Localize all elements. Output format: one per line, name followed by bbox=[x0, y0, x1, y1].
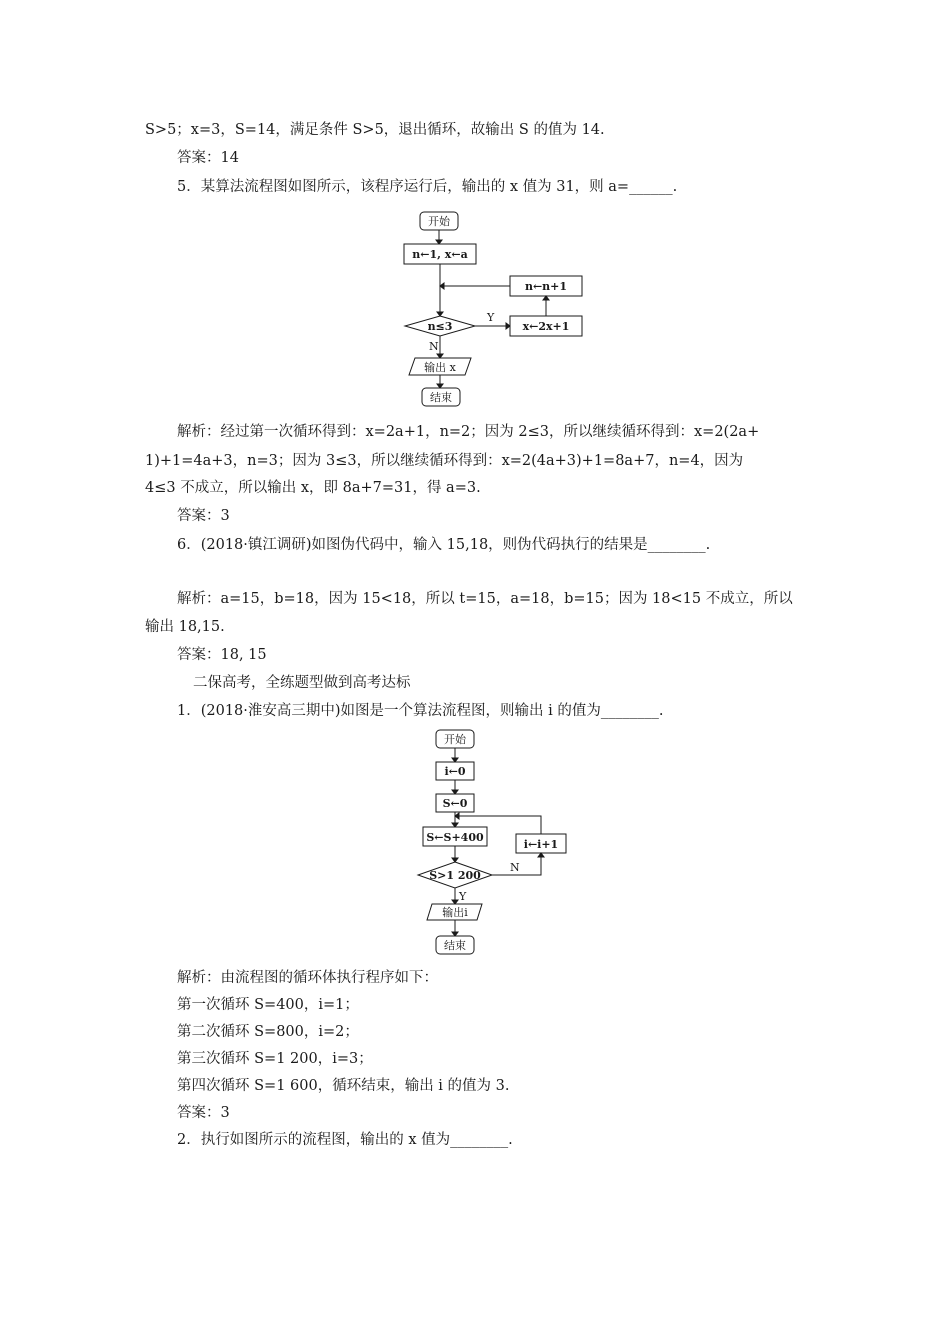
solution-5-line-2: 1)+1=4a+3，n=3；因为 3≤3，所以继续循环得到：x=2(4a+3)+1=8a+7，n=4，因为 bbox=[145, 453, 744, 469]
fc2-update-s-label: S←S+400 bbox=[426, 831, 484, 844]
solution-6-line-2: 输出 18,15. bbox=[145, 619, 225, 635]
fc2-output-label: 输出i bbox=[442, 906, 468, 919]
solution-1-line-4: 第三次循环 S=1 200，i=3； bbox=[177, 1051, 373, 1067]
text-line: S>5；x=3，S=14，满足条件 S>5，退出循环，故输出 S 的值为 14. bbox=[145, 122, 605, 138]
fc2-update-i-label: i←i+1 bbox=[523, 838, 559, 851]
solution-1-line-2: 第一次循环 S=400，i=1； bbox=[177, 997, 359, 1013]
fc2-condition-label: S>1 200 bbox=[429, 869, 481, 882]
section-heading: 二保高考，全练题型做到高考达标 bbox=[193, 675, 411, 691]
fc2-init-s-label: S←0 bbox=[442, 797, 468, 810]
answer-6: 答案：18, 15 bbox=[177, 647, 267, 663]
answer-line: 答案：14 bbox=[177, 150, 239, 166]
fc2-start-label: 开始 bbox=[444, 733, 466, 746]
fc1-start-label: 开始 bbox=[428, 215, 450, 228]
fc2-init-i-label: i←0 bbox=[444, 765, 466, 778]
answer-5: 答案：3 bbox=[177, 508, 230, 524]
question-6: 6．(2018·镇江调研)如图伪代码中，输入 15,18，则伪代码执行的结果是________. bbox=[177, 537, 711, 553]
fc1-update-n-label: n←n+1 bbox=[524, 280, 568, 293]
fc2-yes-label: Y bbox=[459, 890, 467, 903]
solution-6-line-1: 解析：a=15，b=18，因为 15<18，所以 t=15，a=18，b=15；因为 18<15 不成立，所以 bbox=[177, 591, 793, 607]
solution-1-line-5: 第四次循环 S=1 600，循环结束，输出 i 的值为 3. bbox=[177, 1078, 510, 1094]
fc1-condition-label: n≤3 bbox=[427, 320, 453, 333]
flowchart-1 bbox=[395, 208, 595, 408]
fc1-yes-label: Y bbox=[487, 311, 495, 324]
fc2-no-label: N bbox=[510, 861, 520, 874]
solution-5-line-3: 4≤3 不成立，所以输出 x，即 8a+7=31，得 a=3. bbox=[145, 480, 481, 496]
solution-5-line-1: 解析：经过第一次循环得到：x=2a+1，n=2；因为 2≤3，所以继续循环得到：x=2(2a+ bbox=[177, 424, 760, 440]
fc1-update-x-label: x←2x+1 bbox=[522, 320, 570, 333]
question-2: 2．执行如图所示的流程图，输出的 x 值为________. bbox=[177, 1132, 513, 1148]
question-5: 5．某算法流程图如图所示，该程序运行后，输出的 x 值为 31，则 a=______. bbox=[177, 179, 678, 195]
fc2-end-label: 结束 bbox=[444, 939, 466, 952]
fc1-end-label: 结束 bbox=[430, 391, 452, 404]
fc1-init-label: n←1, x←a bbox=[412, 248, 468, 261]
question-1: 1．(2018·淮安高三期中)如图是一个算法流程图，则输出 i 的值为________. bbox=[177, 703, 664, 719]
fc1-no-label: N bbox=[429, 340, 439, 353]
fc1-output-label: 输出 x bbox=[424, 361, 456, 374]
solution-1-line-3: 第二次循环 S=800，i=2； bbox=[177, 1024, 359, 1040]
solution-1-line-1: 解析：由流程图的循环体执行程序如下： bbox=[177, 970, 438, 986]
answer-1: 答案：3 bbox=[177, 1105, 230, 1121]
flowchart-2 bbox=[405, 728, 585, 960]
